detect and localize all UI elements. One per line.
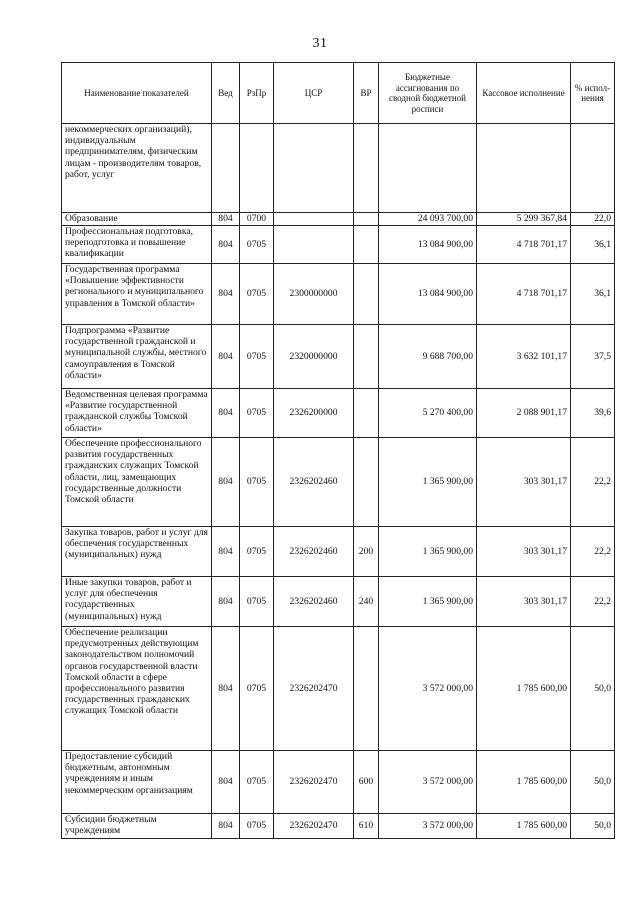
row-csr: 2320000000	[274, 325, 354, 389]
header-ved: Вед	[212, 63, 240, 124]
row-percent: 22,2	[571, 438, 615, 527]
row-cash: 1 785 600,00	[477, 627, 571, 751]
row-rzpr: 0705	[240, 438, 274, 527]
row-vr	[354, 325, 379, 389]
row-cash: 4 718 701,17	[477, 226, 571, 264]
budget-execution-table	[61, 62, 615, 839]
page-number: 31	[312, 36, 328, 51]
row-vr	[354, 124, 379, 213]
row-budget: 1 365 900,00	[379, 577, 477, 627]
row-csr: 2326202460	[274, 577, 354, 627]
row-percent: 50,0	[571, 751, 615, 814]
row-ved: 804	[212, 627, 240, 751]
row-cash: 2 088 901,17	[477, 389, 571, 438]
header-cash: Кассовое исполнение	[477, 63, 571, 124]
row-name: некоммерческих организаций), индивидуальным предпринимателям, физическим лицам - производителям товаров, работ, услуг	[62, 124, 212, 213]
row-ved: 804	[212, 438, 240, 527]
header-percent: % испол-нения	[571, 63, 615, 124]
row-csr: 2326202470	[274, 627, 354, 751]
row-vr	[354, 438, 379, 527]
row-vr: 200	[354, 527, 379, 577]
row-name: Образование	[62, 213, 212, 226]
row-name: Государственная программа «Повышение эффективности регионального и муниципального управления в Томской области»	[62, 264, 212, 325]
row-rzpr: 0705	[240, 389, 274, 438]
row-budget: 3 572 000,00	[379, 751, 477, 814]
table-row	[62, 438, 615, 527]
row-rzpr: 0705	[240, 577, 274, 627]
header-rzpr: РзПр	[240, 63, 274, 124]
row-budget: 13 084 900,00	[379, 264, 477, 325]
table-row	[62, 264, 615, 325]
row-ved: 804	[212, 264, 240, 325]
row-ved: 804	[212, 814, 240, 839]
row-percent: 37,5	[571, 325, 615, 389]
row-name: Иные закупки товаров, работ и услуг для обеспечения государственных (муниципальных) нужд	[62, 577, 212, 627]
row-name: Закупка товаров, работ и услуг для обеспечения государственных (муниципальных) нужд	[62, 527, 212, 577]
row-ved: 804	[212, 577, 240, 627]
row-percent: 39,6	[571, 389, 615, 438]
row-csr	[274, 226, 354, 264]
row-cash: 4 718 701,17	[477, 264, 571, 325]
row-budget: 5 270 400,00	[379, 389, 477, 438]
row-percent: 22,2	[571, 527, 615, 577]
row-vr	[354, 226, 379, 264]
table-row	[62, 325, 615, 389]
row-rzpr	[240, 124, 274, 213]
row-rzpr: 0705	[240, 325, 274, 389]
row-name: Предоставление субсидий бюджетным, автономным учреждениям и иным некоммерческим организациям	[62, 751, 212, 814]
row-rzpr: 0705	[240, 226, 274, 264]
table-header-row	[62, 63, 615, 124]
row-percent: 50,0	[571, 814, 615, 839]
row-budget: 9 688 700,00	[379, 325, 477, 389]
row-rzpr: 0700	[240, 213, 274, 226]
row-csr: 2326202460	[274, 527, 354, 577]
row-budget: 3 572 000,00	[379, 627, 477, 751]
header-budget: Бюджетные ассигнования по сводной бюджетной росписи	[379, 63, 477, 124]
row-name: Обеспечение профессионального развития государственных гражданских служащих Томской области, лиц, замещающих государственные должности Томской области	[62, 438, 212, 527]
row-cash: 303 301,17	[477, 438, 571, 527]
table-row	[62, 577, 615, 627]
row-percent: 22,2	[571, 577, 615, 627]
row-csr: 2326202460	[274, 438, 354, 527]
row-csr: 2300000000	[274, 264, 354, 325]
row-rzpr: 0705	[240, 751, 274, 814]
row-ved	[212, 124, 240, 213]
table-row	[62, 751, 615, 814]
row-cash: 5 299 367,84	[477, 213, 571, 226]
row-percent: 36,1	[571, 264, 615, 325]
row-vr: 240	[354, 577, 379, 627]
row-budget: 1 365 900,00	[379, 438, 477, 527]
row-vr: 600	[354, 751, 379, 814]
row-cash: 303 301,17	[477, 577, 571, 627]
row-vr	[354, 389, 379, 438]
row-csr: 2326202470	[274, 814, 354, 839]
row-name: Подпрограмма «Развитие государственной гражданской и муниципальной службы, местного самоуправления в Томской области»	[62, 325, 212, 389]
row-rzpr: 0705	[240, 527, 274, 577]
row-vr: 610	[354, 814, 379, 839]
row-ved: 804	[212, 213, 240, 226]
row-rzpr: 0705	[240, 627, 274, 751]
row-cash: 1 785 600,00	[477, 814, 571, 839]
row-csr	[274, 124, 354, 213]
row-vr	[354, 264, 379, 325]
row-ved: 804	[212, 751, 240, 814]
row-cash	[477, 124, 571, 213]
row-percent: 50,0	[571, 627, 615, 751]
row-vr	[354, 213, 379, 226]
row-csr: 2326202470	[274, 751, 354, 814]
row-budget: 24 093 700,00	[379, 213, 477, 226]
row-csr: 2326200000	[274, 389, 354, 438]
table-row	[62, 627, 615, 751]
row-cash: 1 785 600,00	[477, 751, 571, 814]
row-budget: 1 365 900,00	[379, 527, 477, 577]
row-name: Обеспечение реализации предусмотренных действующим законодательством полномочий органов государственной власти Томской области в сфере профессионального развития государственных гражданских служащих Томской области	[62, 627, 212, 751]
table-row	[62, 814, 615, 839]
table-row	[62, 527, 615, 577]
row-rzpr: 0705	[240, 264, 274, 325]
row-name: Субсидии бюджетным учреждениям	[62, 814, 212, 839]
row-ved: 804	[212, 389, 240, 438]
header-name: Наименование показателей	[62, 63, 212, 124]
table-row	[62, 213, 615, 226]
row-ved: 804	[212, 527, 240, 577]
table-row	[62, 389, 615, 438]
row-budget: 3 572 000,00	[379, 814, 477, 839]
row-csr	[274, 213, 354, 226]
table-row	[62, 226, 615, 264]
row-budget	[379, 124, 477, 213]
row-percent: 36,1	[571, 226, 615, 264]
header-csr: ЦСР	[274, 63, 354, 124]
row-percent	[571, 124, 615, 213]
row-rzpr: 0705	[240, 814, 274, 839]
row-cash: 303 301,17	[477, 527, 571, 577]
row-name: Профессиональная подготовка, переподготовка и повышение квалификации	[62, 226, 212, 264]
row-budget: 13 084 900,00	[379, 226, 477, 264]
row-ved: 804	[212, 226, 240, 264]
row-cash: 3 632 101,17	[477, 325, 571, 389]
header-vr: ВР	[354, 63, 379, 124]
row-ved: 804	[212, 325, 240, 389]
row-vr	[354, 627, 379, 751]
row-name: Ведомственная целевая программа «Развитие государственной гражданской службы Томской области»	[62, 389, 212, 438]
row-percent: 22,0	[571, 213, 615, 226]
table-row	[62, 124, 615, 213]
